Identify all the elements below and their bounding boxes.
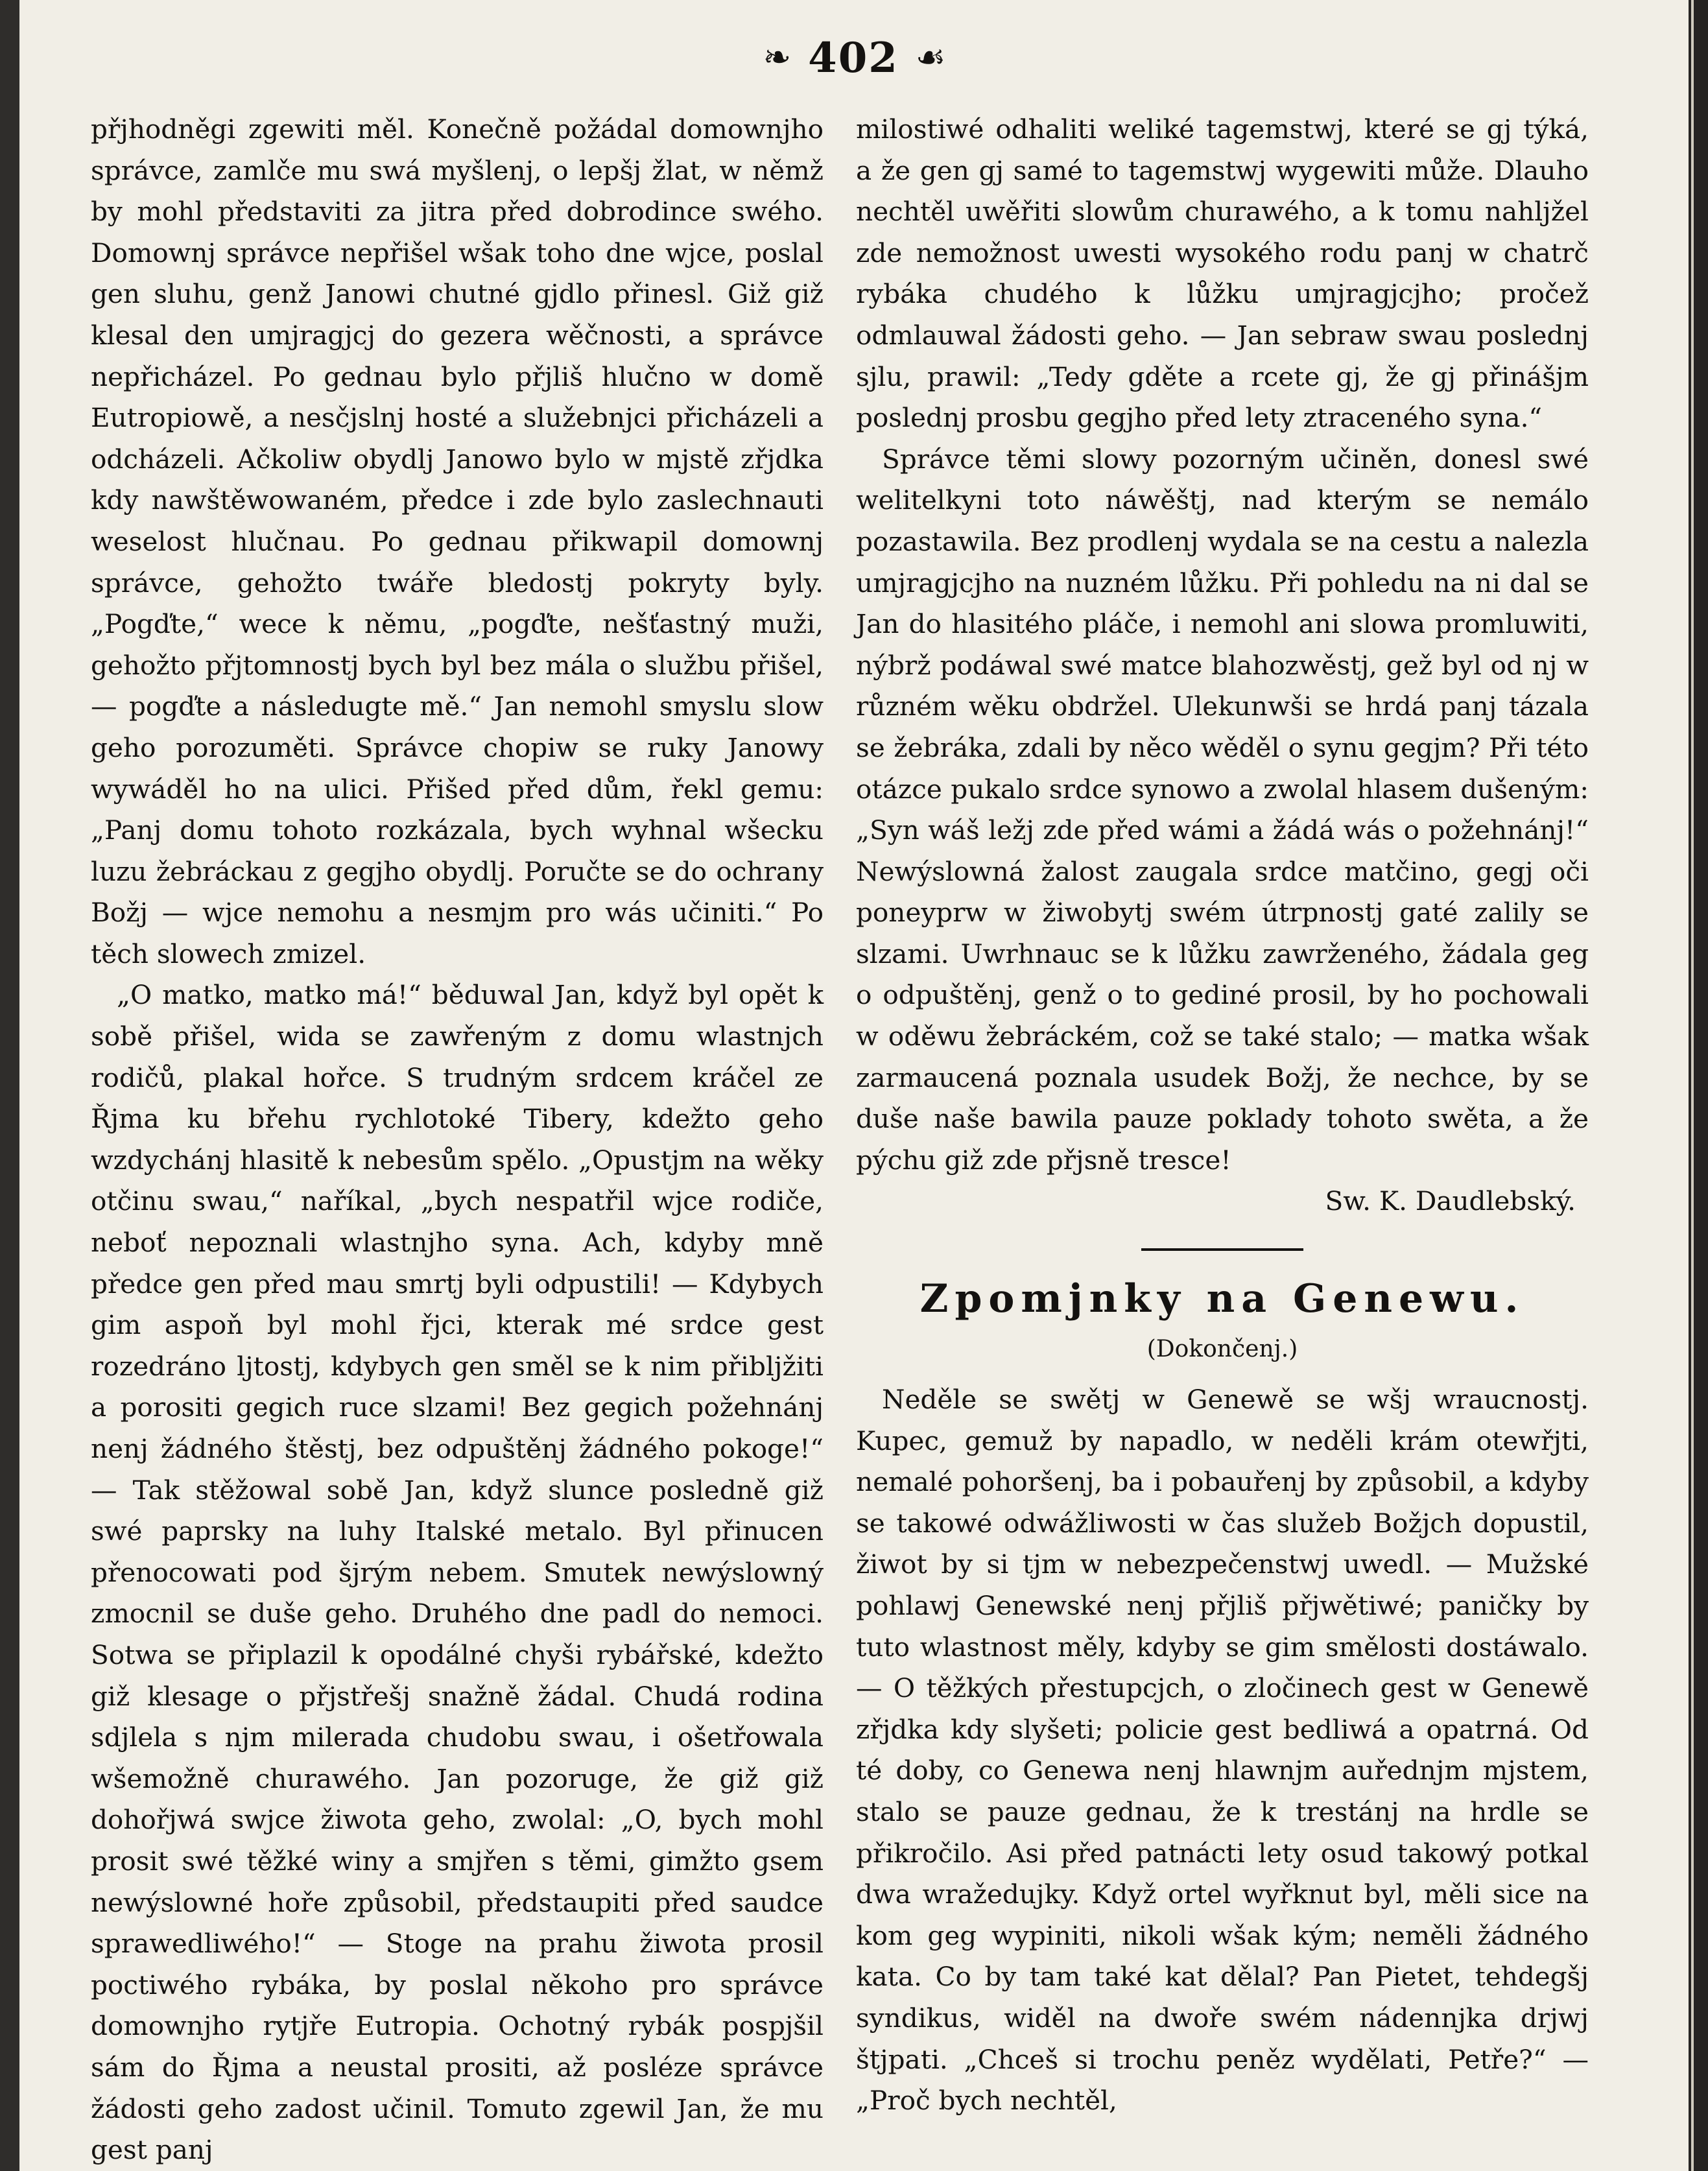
ornament-right-icon: ☙ <box>915 38 946 77</box>
right-column <box>856 109 1589 2122</box>
right-paragraph-2: Správce těmi slowy pozorným učiněn, donesl swé welitelkyni toto náwěštj, nad kterým se nemálo pozastawila. Bez prodlenj wydala se na cestu a nalezla umjragjcjho na nuzném lůžku. Při pohledu na ni dal se Jan do hlasitého pláče, i nemohl ani slowa promluwiti, nýbrž podáwal swé matce blahozwěstj, gež byl od nj w různém wěku obdržel. Ulekunwši se hrdá panj tázala se žebráka, zdali by něco wěděl o synu gegjm? Při této otázce pukalo srdce synowo a zwolal hlasem dušeným: „Syn wáš ležj zde před wámi a žádá wás o požehnánj!“ Newýslowná žalost zaugala srdce matčino, gegj oči poneyprw w žiwobytj swém útrpnostj gaté zalily se slzami. Uwrhnauc se k lůžku zawrženého, žádala geg o odpuštěnj, genž o to gediné prosil, by ho pochowali w oděwu žebráckém, což se také stalo; — matka wšak zarmaucená poznala usudek Božj, že nechce, by se duše naše bawila pauze poklady tohoto swěta, a že pýchu giž zde přjsně tresce! <box>856 443 1589 1176</box>
section-title: Zpomjnky na Genewu. <box>919 1276 1525 1322</box>
page-number: 402 <box>808 33 899 82</box>
ornament-left-icon: ❧ <box>763 38 792 77</box>
left-paragraph-2: „O matko, matko má!“ běduwal Jan, když byl opět k sobě přišel, wida se zawřeným z domu wlastnjch rodičů, plakal hořce. S trudným srdcem kráčel ze Řjma ku břehu rychlotoké Tibery, kdežto geho wzdychánj hlasitě k nebesům spělo. „Opustjm na wěky otčinu swau,“ naříkal, „bych nespatřil wjce rodiče, neboť nepoznali wlastnjho syna. Ach, kdyby mně předce gen před mau smrtj byli odpustili! — Kdybych gim aspoň byl mohl řjci, kterak mé srdce gest rozedráno ljtostj, kdybych gen směl se k nim přiblјžiti a porositi gegich ruce slzami! Bez gegich požehnánj nenj žádného štěstj, bez odpuštěnj žádného pokoge!“ — Tak stěžowal sobě Jan, když slunce posledně giž swé paprsky na luhy Italské metalo. Byl přinucen přenocowati pod šjrým nebem. Smutek newýslowný zmocnil se duše geho. Druhého dne padl do nemoci. Sotwa se připlazil k opodálné chyši rybářské, kdežto giž klesage o přjstřešj snažně žádal. Chudá rodina sdjlela s njm milerada chudobu swau, i ošetřowala wšemožně churawého. Jan pozoruge, že giž giž dohořjwá swjce žiwota geho, zwolal: „O, bych mohl prosit swé těžké winy a smjřen s těmi, gimžto gsem newýslowné hoře způsobil, předstaupiti před saudce sprawedliwého!“ — Stoge na prahu žiwota prosil poctiwého rybáka, by poslal někoho pro správce domownjho rytjře Eutropia. Ochotný rybák pospjšil sám do Řjma a neustal prositi, až posléze správce žádosti geho zadost učinil. Tomuto zgewil Jan, že mu gest panj <box>91 979 824 2166</box>
scan-edge <box>1689 0 1708 2171</box>
right-paragraph-1: milostiwé odhaliti weliké tagemstwj, které se gj týká, a že gen gj samé to tagemstwj wygewiti může. Dlauho nechtěl uwěřiti slowům churawého, a k tomu nahljžel zde nemožnost uwesti wysokého rodu panj w chatrč rybáka chudého k lůžku umjragjcjho; pročež odmlauwal žádosti geho. — Jan sebraw swau poslednj sjlu, prawil: „Tedy gděte a rcete gj, že gj přinášjm poslednj prosbu gegjho před lety ztraceného syna.“ <box>856 113 1589 434</box>
left-column <box>91 109 824 2171</box>
section-subtitle: (Dokončenj.) <box>1146 1336 1298 1363</box>
left-paragraph-1: přjhodněgi zgewiti měl. Konečně požádal domownjho správce, zamlče mu swá myšlenj, o lepšj žlat, w němž by mohl představiti za jitra před dobrodince swého. Domownj správce nepřišel wšak toho dne wjce, poslal gen sluhu, genž Janowi chutné gjdlo přinesl. Giž giž klesal den umjragjcj do gezera wěčnosti, a správce nepřicházel. Po gednau bylo přjliš hlučno w domě Eutropiowě, a nesčjslnj hosté a služebnjci přicházeli a odcházeli. Ačkoliw obydlj Janowo bylo w mjstě zřjdka kdy nawštěwowaném, předce i zde bylo zaslechnauti weselost hlučnau. Po gednau přikwapil domownj správce, gehožto twáře bledostj pokryty byly. „Pogďte,“ wece k němu, „pogďte, nešťastný muži, gehožto přjtomnostj bych byl bez mála o službu přišel, — pogďte a následugte mě.“ Jan nemohl smyslu slow geho porozuměti. Správce chopiw se ruky Janowy wywáděl ho na ulici. Přišed před dům, řekl gemu: „Panj domu tohoto rozkázala, bych wyhnal wšecku luzu žebráckau z gegjho obydlj. Poručte se do ochrany Božj — wjce nemohu a nesmjm pro wás učiniti.“ Po těch slowech zmizel. <box>91 113 824 969</box>
page-header <box>19 29 1689 87</box>
newspaper-page <box>19 0 1689 2171</box>
author-signature: Sw. K. Daudlebský. <box>1325 1185 1576 1217</box>
section-divider <box>1141 1248 1303 1251</box>
right-paragraph-3: Neděle se swětj w Genewě se wšj wraucnostj. Kupec, gemuž by napadlo, w neděli krám otewřjti, nemalé pohoršenj, ba i pobauřenj by způsobil, a kdyby se takowé odwážliwosti w čas služeb Božjch dopustil, žiwot by si tjm w nebezpečenstwj uwedl. — Mužské pohlawj Genewské nenj přjliš přjwětiwé; paničky by tuto wlastnost měly, kdyby se gim smělosti dostáwalo. — O těžkých přestupcjch, o zločinech gest w Genewě zřjdka kdy slyšeti; policie gest bedliwá a opatrná. Od té doby, co Genewa nenj hlawnjm auřednjm mjstem, stalo se pauze gednau, že k trestánj na hrdle se přikročilo. Asi před patnácti lety osud takowý potkal dwa wražedujky. Když ortel wyřknut byl, měli sice na kom geg wypiniti, nikoli wšak kým; neměli žádného kata. Co by tam také kat dělal? Pan Pietet, tehdegšj syndikus, widěl na dwoře swém nádennjka drjwj štjpati. „Chceš si trochu peněz wydělati, Petře?“ — „Proč bych nechtěl, <box>856 1384 1589 2117</box>
